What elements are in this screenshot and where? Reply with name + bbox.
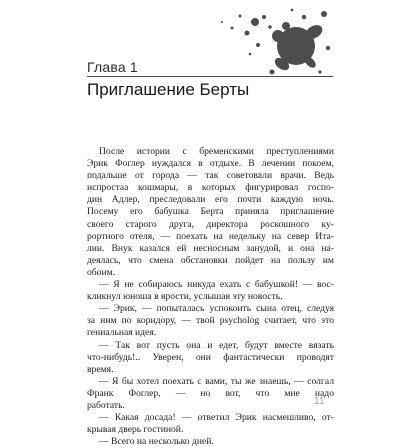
text-line: — Я бы хотел поехать с вами, ты же знаешь, — солгал — [99, 375, 334, 387]
text-line: — Какая досада! — ответил Эрик насмешливо, от- — [99, 412, 334, 424]
text-line: Эрик Фоглер нуждался в отдыхе. В лечении покоем, — [87, 158, 334, 170]
text-line: деялась, что смена обстановки пойдет на пользу им — [87, 254, 334, 266]
text-line: своего старого друга, директора роскошного ку- — [87, 218, 334, 230]
text-line: — Эрик, — попыталась успокоить сына отец, следуя — [99, 303, 334, 315]
text-line: лии. Внук казался ей несносным занудой, и она на- — [87, 242, 334, 254]
body-text — [87, 146, 334, 448]
text-line: — Я не собираюсь никуда ехать с бабушкой! — вос- — [99, 279, 334, 291]
text-line: После истории с бременскими преступлениями — [99, 146, 334, 157]
text-line: испростаа кошмары, в которых фигурировал госпо- — [87, 182, 334, 194]
text-line: что-нибудь!.. Уверен, они фантастически проводят — [87, 351, 334, 363]
chapter-title: Приглашение Берты — [87, 80, 250, 99]
text-line: обоим. — [87, 266, 116, 278]
text-line: крывая дверь гостиной. — [87, 424, 184, 436]
text-line: — Так вот пусть она и едет, будут вместе вязать — [99, 339, 334, 351]
ink-splatter-icon — [212, 2, 334, 80]
text-line: дин Адлер, преследовали его почти каждую ночь. — [87, 194, 334, 206]
text-line: гениальная идея. — [87, 327, 157, 339]
text-line: за ним по коридору, — твой psycholog считает, что это — [87, 315, 334, 327]
text-line: подальше от города — так советовали врачи. Ведь — [87, 170, 334, 182]
text-line: Посему его бабушка Берта приняла приглашение — [87, 206, 334, 218]
chapter-label: Глава 1 — [87, 59, 138, 75]
text-line: рортного отеля, — поехать на недельку на север Ита- — [87, 230, 334, 242]
text-line: работать. — [87, 399, 125, 411]
text-line: время. — [87, 363, 114, 375]
text-line: — Всего на несколько дней. — [99, 436, 214, 448]
page-number: 11 — [314, 396, 325, 407]
text-line: кликнул юноша в ярости, услышав эту новость. — [87, 291, 283, 303]
text-line: Франк Фоглер, — но вот, что мне надо — [87, 387, 334, 399]
chapter-rule — [87, 76, 333, 77]
